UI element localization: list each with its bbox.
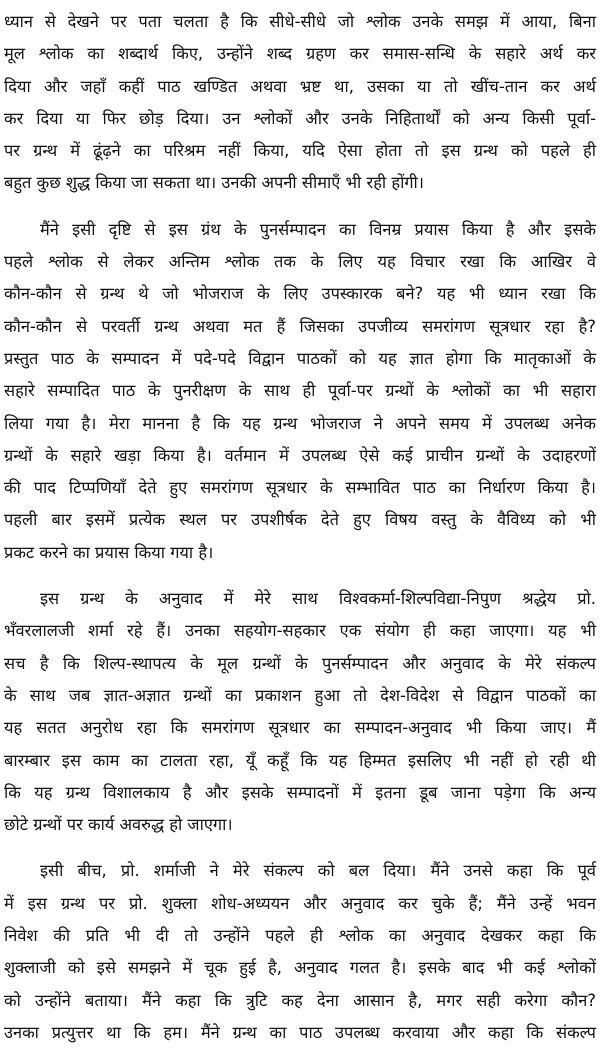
text-line: के साथ जब ज्ञात-अज्ञात ग्रन्थों का प्रकाशन हुआ तो देश-विदेश से विद्वान पाठकों का <box>4 685 596 705</box>
text-line: लिया गया है। मेरा मानना है कि यह ग्रन्थ भोजराज ने अपने समय में उपलब्ध अनेक <box>4 413 596 433</box>
text-line: मैंने इसी दृष्टि से इस ग्रंथ के पुनर्सम्पादन का विनम्र प्रयास किया है और इसके <box>40 219 596 239</box>
paragraph-2 <box>4 214 596 569</box>
text-line: में इस ग्रन्थ पर प्रो. शुक्ला शोध-अध्ययन और अनुवाद कर चुके हैं; मैंने उन्हें भवन <box>4 893 596 913</box>
text-line: बहुत कुछ शुद्ध किया जा सकता था। उनकी अपनी सीमाएँ भी रही होंगी। <box>4 173 424 193</box>
text-line: पहले श्लोक से लेकर अन्तिम श्लोक तक के लिए यह विचार रखा कि आखिर वे <box>4 252 596 272</box>
text-line: सच है कि शिल्प-स्थापत्य के मूल ग्रन्थों के पुनर्सम्पादन और अनुवाद के मेरे संकल्प <box>4 653 596 673</box>
text-line: को उन्होंने बताया। मैंने कहा कि त्रुटि कह देना आसान है, मगर सही करेगा कौन? <box>4 990 596 1010</box>
text-line: छोटे ग्रन्थों पर कार्य अवरुद्ध हो जाएगा। <box>4 815 233 835</box>
text-line: शुक्लाजी को इसे समझने में चूक हुई है, अनुवाद गलत है। इसके बाद भी कई श्लोकों <box>4 958 596 978</box>
paragraph-gap <box>4 569 596 583</box>
text-line: भँवरलालजी शर्मा रहे हैं। उनका सहयोग-सहकार एक संयोग ही कहा जाएगा। यह भी <box>4 621 596 641</box>
text-line: कि यह ग्रन्थ विशालकाय है और इसके सम्पादनों में इतना डूब जाना पड़ेगा कि अन्य <box>4 782 596 802</box>
document-page <box>4 6 596 1042</box>
text-line: उनका प्रत्युत्तर था कि हम। मैंने ग्रन्थ का पाठ उपलब्ध करवाया और कहा कि संकल्प <box>4 1022 596 1042</box>
text-line: की पाद टिप्पणियाँ देते हुए समरांगण सूत्रधार के सम्भावित पाठ का निर्धारण किया है। <box>4 478 596 498</box>
text-line: पर ग्रन्थ में ढूंढ़ने का परिश्रम नहीं किया, यदि ऐसा होता तो इस ग्रन्थ को पहले ही <box>4 141 596 161</box>
text-line: यह सतत अनुरोध रहा कि समरांगण सूत्रधार का सम्पादन-अनुवाद भी किया जाए। मैं <box>4 718 596 738</box>
text-line: कर दिया या फिर छोड़ दिया। उन श्लोकों और उनके निहितार्थों को अन्य किसी पूर्वा- <box>4 108 596 128</box>
text-line: सहारे सम्पादित पाठ के पुनरीक्षण के साथ ही पूर्वा-पर ग्रन्थों के श्लोकों का भी सहारा <box>4 381 596 401</box>
text-line: निवेश की प्रति भी दी तो उन्होंने पहले ही श्लोक का अनुवाद देखकर कहा कि <box>4 926 596 946</box>
text-line: कौन-कौन से परवर्ती ग्रन्थ अथवा मत हैं जिसका उपजीव्य समरांगण सूत्रधार रहा है? <box>4 316 596 336</box>
text-line: ध्यान से देखने पर पता चलता है कि सीधे-सीधे जो श्लोक उनके समझ में आया, बिना <box>4 12 596 31</box>
text-line: पहली बार इसमें प्रत्येक स्थल पर उपशीर्षक देते हुए विषय वस्तु के वैविध्य को भी <box>4 510 596 530</box>
text-line: प्रकट करने का प्रयास किया गया है। <box>4 542 214 562</box>
text-line: इस ग्रन्थ के अनुवाद में मेरे साथ विश्वकर्मा-शिल्पविद्या-निपुण श्रद्धेय प्रो. <box>40 589 596 609</box>
paragraph-3 <box>4 583 596 841</box>
text-line: कौन-कौन से ग्रन्थ थे जो भोजराज के लिए उपस्कारक बने? यह भी ध्यान रखा कि <box>4 284 596 304</box>
paragraph-gap <box>4 841 596 855</box>
paragraph-1 <box>4 6 596 200</box>
text-line: बारम्बार इस काम का टालता रहा, यूँ कहूँ कि यह हिम्मत इसलिए भी नहीं हो रही थी <box>4 750 596 770</box>
text-line: मूल श्लोक का शब्दार्थ किए, उन्होंने शब्द ग्रहण कर समास-सन्धि के सहारे अर्थ कर <box>4 44 596 64</box>
text-line: प्रस्तुत पाठ के सम्पादन में पदे-पदे विद्वान पाठकों को यह ज्ञात होगा कि मातृकाओं के <box>4 348 596 368</box>
paragraph-gap <box>4 200 596 214</box>
text-line: ग्रन्थों के सहारे खड़ा किया है। वर्तमान में उपलब्ध ऐसे कई प्राचीन ग्रन्थों के उदाहरणों <box>4 445 596 465</box>
text-line: दिया और जहाँ कहीं पाठ खण्डित अथवा भ्रष्ट था, उसका या तो खींच-तान कर अर्थ <box>4 76 596 96</box>
paragraph-4 <box>4 855 596 1049</box>
text-line: इसी बीच, प्रो. शर्माजी ने मेरे संकल्प को बल दिया। मैंने उनसे कहा कि पूर्व <box>40 861 596 881</box>
